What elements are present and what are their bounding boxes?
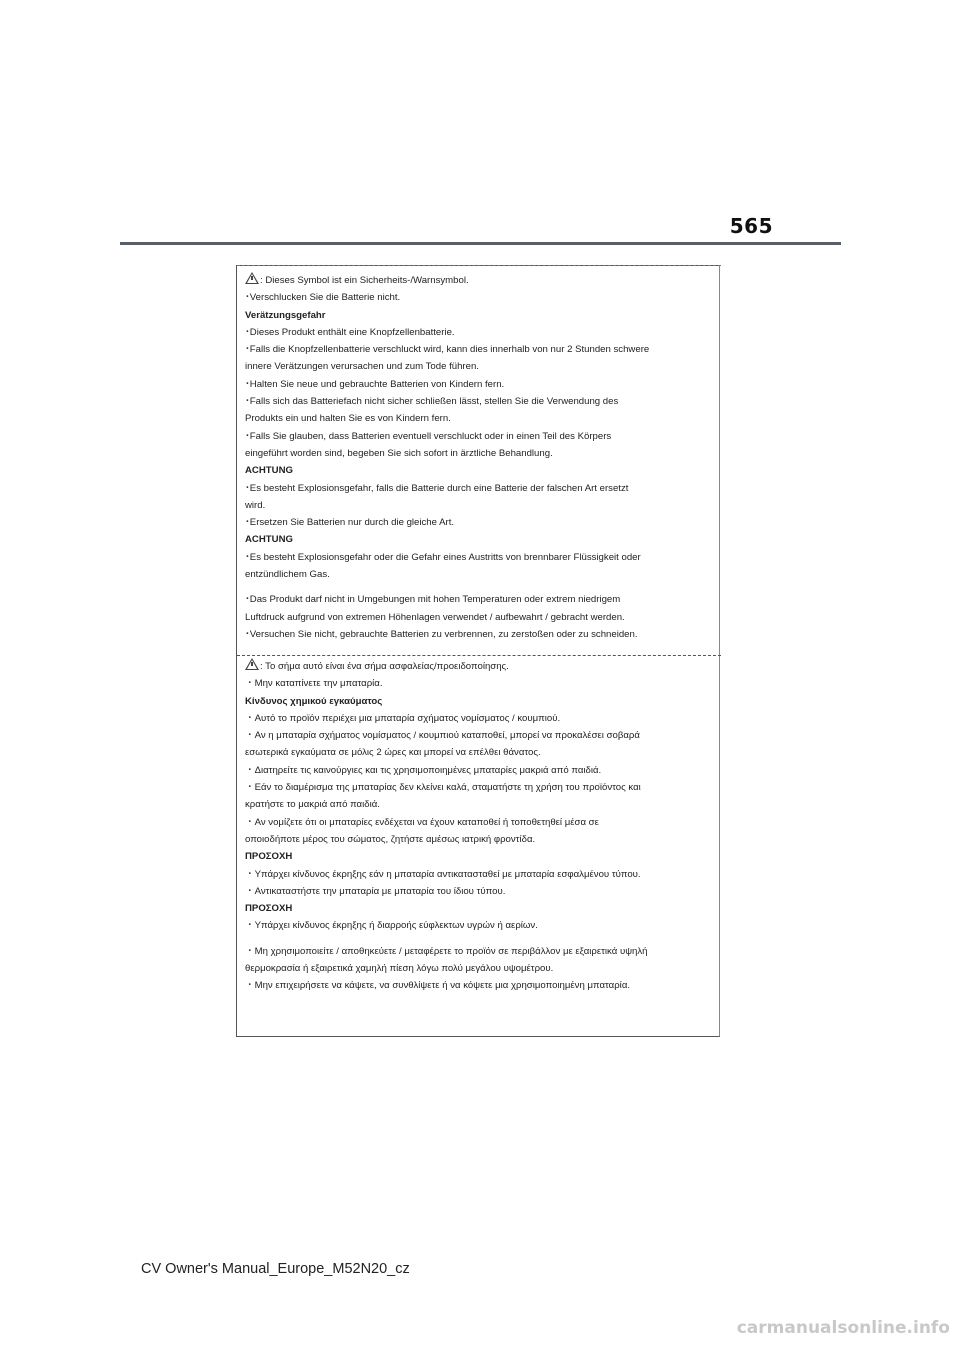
section-heading: Verätzungsgefahr xyxy=(245,309,326,321)
text-line: ・Αντικαταστήστε την μπαταρία με μπαταρία του ίδιου τύπου. xyxy=(245,885,506,897)
text-line: ･Versuchen Sie nicht, gebrauchte Batterien zu verbrennen, zu zerstoßen oder zu schneiden. xyxy=(245,628,638,640)
text-line: ・Μην επιχειρήσετε να κάψετε, να συνθλίψετε ή να κόψετε μια χρησιμοποιημένη μπαταρία. xyxy=(245,980,631,992)
section-heading: Κίνδυνος χημικού εγκαύματος xyxy=(245,695,383,707)
text-line: ･Falls die Knopfzellenbatterie verschluckt wird, kann dies innerhalb von nur 2 Stunden schwere xyxy=(245,344,650,356)
greek-warning-section xyxy=(237,656,719,995)
top-dashed-border xyxy=(237,265,721,266)
text-line: entzündlichem Gas. xyxy=(245,569,330,581)
text-line: ･Das Produkt darf nicht in Umgebungen mit hohen Temperaturen oder extrem niedrigem xyxy=(245,594,621,606)
greek-symbol-line xyxy=(245,658,711,675)
text-line: wird. xyxy=(245,499,266,511)
text-line: ・Μη χρησιμοποιείτε / αποθηκεύετε / μεταφέρετε το προϊόν σε περιβάλλον με εξαιρετικά υψηλή xyxy=(245,945,648,957)
text-line: ・Υπάρχει κίνδυνος έκρηξης εάν η μπαταρία αντικατασταθεί με μπαταρία εσφαλμένου τύπου. xyxy=(245,868,641,880)
text-line: ・Αυτό το προϊόν περιέχει μια μπαταρία σχήματος νομίσματος / κουμπιού. xyxy=(245,712,561,724)
page-number: 565 xyxy=(729,214,773,238)
text-line: Luftdruck aufgrund von extremen Höhenlagen verwendet / aufbewahrt / gebracht werden. xyxy=(245,611,625,623)
text-line: ･Verschlucken Sie die Batterie nicht. xyxy=(245,292,401,304)
text-line: κρατήστε το μακριά από παιδιά. xyxy=(245,799,380,811)
watermark: carmanualsonline.info xyxy=(736,1318,950,1338)
text-line: ･Ersetzen Sie Batterien nur durch die gleiche Art. xyxy=(245,517,455,529)
text-line: Produkts ein und halten Sie es von Kindern fern. xyxy=(245,413,451,425)
section-heading: ACHTUNG xyxy=(245,465,293,477)
text-line: ･Falls Sie glauben, dass Batterien eventuell verschluckt oder in einen Teil des Körpers xyxy=(245,430,612,442)
text-line: ･Falls sich das Batteriefach nicht sicher schließen lässt, stellen Sie die Verwendung des xyxy=(245,396,619,408)
text-line: θερμοκρασία ή εξαιρετικά χαμηλή πίεση λόγω πολύ μεγάλου υψομέτρου. xyxy=(245,963,554,975)
text-line: ・Αν η μπαταρία σχήματος νομίσματος / κουμπιού καταποθεί, μπορεί να προκαλέσει σοβαρά xyxy=(245,730,640,742)
text-line: ･Es besteht Explosionsgefahr, falls die Batterie durch eine Batterie der falschen Art ersetzt xyxy=(245,482,629,494)
battery-warning-box xyxy=(236,265,720,1037)
section-heading: ACHTUNG xyxy=(245,534,293,546)
german-symbol-line xyxy=(245,272,711,289)
text-line: εσωτερικά εγκαύματα σε μόλις 2 ώρες και μπορεί να επέλθει θάνατος. xyxy=(245,747,541,759)
manual-footer: CV Owner's Manual_Europe_M52N20_cz xyxy=(141,1261,410,1277)
text-line: ･Dieses Produkt enthält eine Knopfzellenbatterie. xyxy=(245,326,455,338)
text-line: ・Υπάρχει κίνδυνος έκρηξης ή διαρροής εύφλεκτων υγρών ή αερίων. xyxy=(245,920,538,932)
header-rule xyxy=(120,242,841,245)
text-line: ・Διατηρείτε τις καινούργιες και τις χρησιμοποιημένες μπαταρίες μακριά από παιδιά. xyxy=(245,764,602,776)
text-line: ・Αν νομίζετε ότι οι μπαταρίες ενδέχεται να έχουν καταποθεί ή τοποθετηθεί μέσα σε xyxy=(245,816,599,828)
section-heading: ΠΡΟΣΟΧΗ xyxy=(245,903,293,915)
german-warning-section xyxy=(237,266,719,655)
text-line: ・Εάν το διαμέρισμα της μπαταρίας δεν κλείνει καλά, σταματήστε τη χρήση του προϊόντος και xyxy=(245,782,641,794)
greek-symbol-text: : Το σήμα αυτό είναι ένα σήμα ασφαλείας/προειδοποίησης. xyxy=(260,661,509,672)
text-line: eingeführt worden sind, begeben Sie sich sofort in ärztliche Behandlung. xyxy=(245,447,553,459)
text-line: ･Es besteht Explosionsgefahr oder die Gefahr eines Austritts von brennbarer Flüssigkeit oder xyxy=(245,551,641,563)
german-symbol-text: : Dieses Symbol ist ein Sicherheits-/Warnsymbol. xyxy=(260,275,469,286)
text-line: οποιοδήποτε μέρος του σώματος, ζητήστε αμέσως ιατρική φροντίδα. xyxy=(245,833,536,845)
spacer xyxy=(245,935,711,943)
text-line: ･Halten Sie neue und gebrauchte Batterien von Kindern fern. xyxy=(245,378,505,390)
text-line: innere Verätzungen verursachen und zum Tode führen. xyxy=(245,361,479,373)
section-heading: ΠΡΟΣΟΧΗ xyxy=(245,851,293,863)
warning-triangle-icon xyxy=(245,658,259,670)
warning-triangle-icon xyxy=(245,272,259,284)
text-line: ・Μην καταπίνετε την μπαταρία. xyxy=(245,678,383,690)
spacer xyxy=(245,583,711,591)
